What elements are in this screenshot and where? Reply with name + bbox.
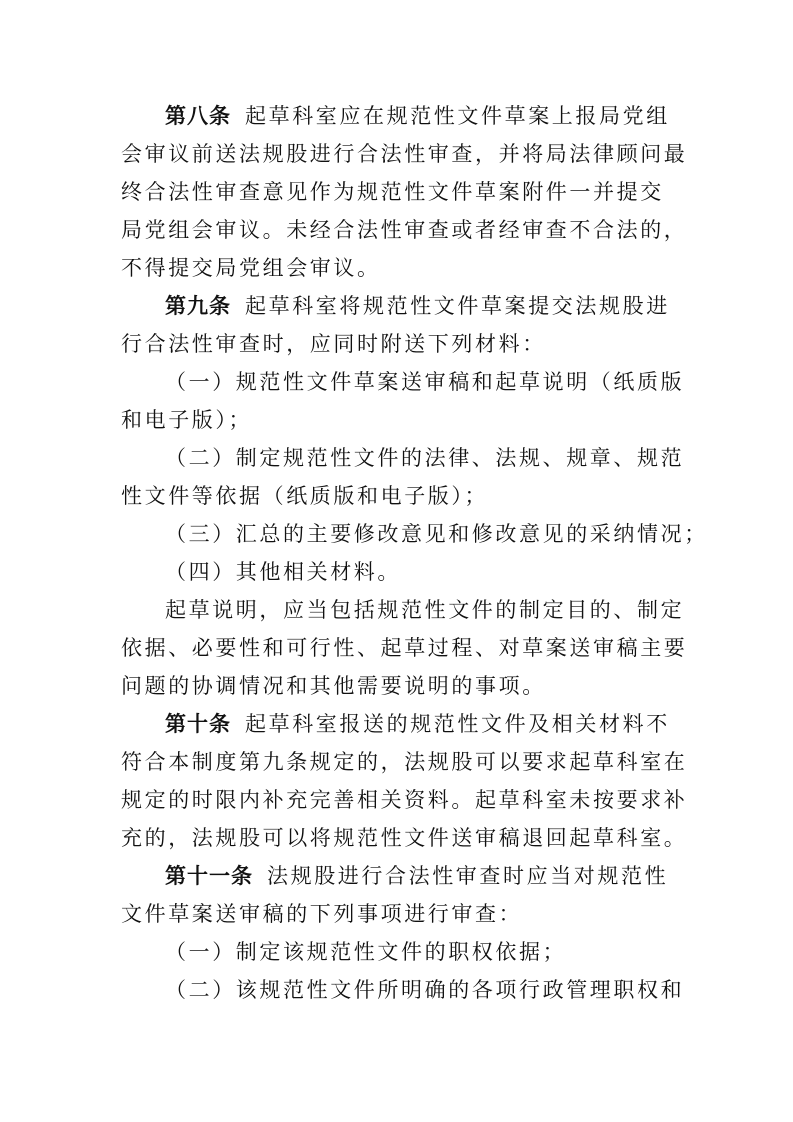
article-10-line-2: 符合本制度第九条规定的，法规股可以要求起草科室在 (121, 750, 688, 774)
article-9-item-4: （四）其他相关材料。 (165, 560, 401, 584)
article-10-first-line (165, 709, 670, 739)
article-11-line-2: 文件草案送审稿的下列事项进行审查： (121, 902, 523, 926)
article-10-heading: 第十条 (165, 711, 231, 736)
article-9-line-2: 行合法性审查时，应同时附送下列材料： (121, 332, 546, 356)
article-9-item-2-line-2: 性文件等依据（纸质版和电子版）； (121, 484, 489, 508)
article-11-item-1: （一）制定该规范性文件的职权依据； (165, 940, 567, 964)
article-9-note-line-2: 依据、必要性和可行性、起草过程、对草案送审稿主要 (121, 636, 688, 660)
article-8-line-4: 局党组会审议。未经合法性审查或者经审查不合法的， (121, 218, 688, 242)
article-9-note-line-1: 起草说明，应当包括规范性文件的制定目的、制定 (165, 598, 685, 622)
article-11-text: 法规股进行合法性审查时应当对规范性 (267, 864, 669, 888)
article-8-line-5: 不得提交局党组会审议。 (121, 256, 381, 280)
article-8-line-3: 终合法性审查意见作为规范性文件草案附件一并提交 (121, 180, 664, 204)
article-9-text: 起草科室将规范性文件草案提交法规股进 (245, 294, 670, 318)
article-9-item-1-line-1: （一）规范性文件草案送审稿和起草说明（纸质版 (165, 370, 685, 394)
article-8-heading: 第八条 (165, 103, 231, 128)
article-11-first-line (165, 861, 668, 891)
article-10-line-3: 规定的时限内补充完善相关资料。起草科室未按要求补 (121, 788, 688, 812)
article-9-item-1-line-2: 和电子版）； (121, 408, 253, 432)
article-9-first-line (165, 291, 670, 321)
article-10-line-4: 充的，法规股可以将规范性文件送审稿退回起草科室。 (121, 826, 688, 850)
article-8-first-line (165, 101, 670, 131)
article-9-note-line-3: 问题的协调情况和其他需要说明的事项。 (121, 674, 546, 698)
article-9-item-2-line-1: （二）制定规范性文件的法律、法规、规章、规范 (165, 446, 685, 470)
article-9-heading: 第九条 (165, 293, 231, 318)
article-9-item-3: （三）汇总的主要修改意见和修改意见的采纳情况； (165, 522, 708, 546)
article-11-heading: 第十一条 (165, 863, 253, 888)
article-10-text: 起草科室报送的规范性文件及相关材料不 (245, 712, 670, 736)
article-11-item-2: （二）该规范性文件所明确的各项行政管理职权和 (165, 978, 685, 1002)
article-8-text: 起草科室应在规范性文件草案上报局党组 (245, 104, 670, 128)
article-8-line-2: 会审议前送法规股进行合法性审查，并将局法律顾问最 (121, 142, 688, 166)
